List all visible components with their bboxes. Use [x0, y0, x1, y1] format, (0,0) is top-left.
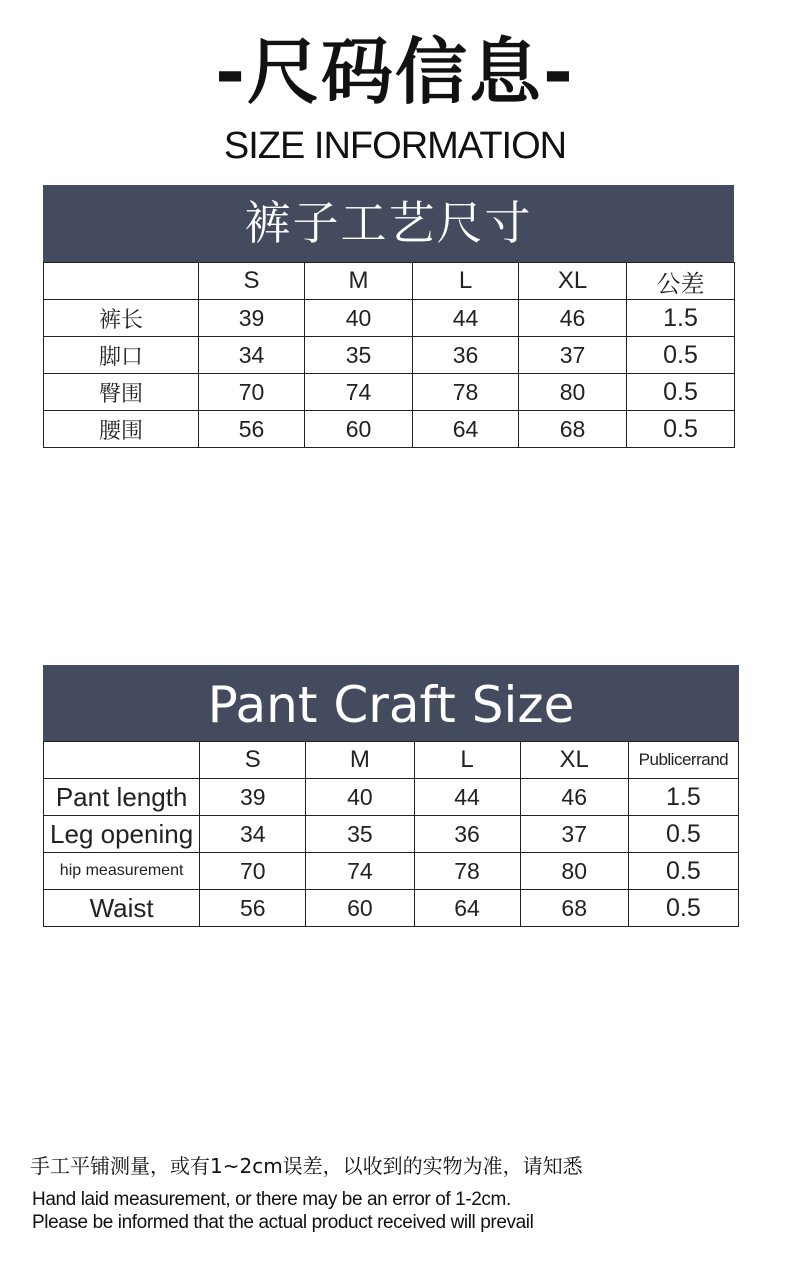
row-label: 脚口 — [44, 337, 199, 374]
column-header-l: L — [413, 263, 519, 300]
tolerance-cell: 1.5 — [628, 779, 738, 816]
row-label: Waist — [44, 890, 200, 927]
table-cell: 35 — [305, 337, 413, 374]
page-title-cn: -尺码信息- — [215, 30, 575, 114]
table-cell: 37 — [520, 816, 628, 853]
column-header-xl: XL — [519, 263, 627, 300]
size-table-cn — [43, 185, 734, 448]
tolerance-cell: 0.5 — [627, 411, 735, 448]
table-cell: 60 — [306, 890, 414, 927]
table-header-row — [44, 742, 739, 779]
table-cell: 37 — [519, 337, 627, 374]
table-cell: 39 — [199, 300, 305, 337]
table-cell: 56 — [199, 411, 305, 448]
table-cell: 34 — [199, 337, 305, 374]
column-header-blank — [44, 263, 199, 300]
table-cell: 80 — [519, 374, 627, 411]
page-title-en: SIZE INFORMATION — [223, 125, 567, 167]
column-header-m: M — [305, 263, 413, 300]
table-row — [44, 337, 735, 374]
table-cell: 68 — [519, 411, 627, 448]
note-en-line-1: Hand laid measurement, or there may be an error of 1-2cm. — [32, 1189, 511, 1210]
column-header-xl: XL — [520, 742, 628, 779]
column-header-blank — [44, 742, 200, 779]
table-cell: 34 — [200, 816, 306, 853]
table-row — [44, 853, 739, 890]
table-cell: 64 — [413, 411, 519, 448]
table-cell: 40 — [305, 300, 413, 337]
table-row — [44, 816, 739, 853]
table-cell: 44 — [413, 300, 519, 337]
column-header-tolerance: Publicerrand — [628, 742, 738, 779]
table-cell: 78 — [414, 853, 520, 890]
note-en-line-2: Please be informed that the actual product received will prevail — [32, 1212, 534, 1233]
table-cell: 40 — [306, 779, 414, 816]
table-cell: 36 — [414, 816, 520, 853]
table-title-cn: 裤子工艺尺寸 — [43, 185, 734, 262]
table-cell: 44 — [414, 779, 520, 816]
table-cell: 78 — [413, 374, 519, 411]
column-header-s: S — [200, 742, 306, 779]
row-label: Leg opening — [44, 816, 200, 853]
tolerance-cell: 1.5 — [627, 300, 735, 337]
table-header-row — [44, 263, 735, 300]
table-cell: 60 — [305, 411, 413, 448]
tolerance-cell: 0.5 — [627, 374, 735, 411]
table-title-en: Pant Craft Size — [43, 665, 739, 741]
tolerance-cell: 0.5 — [628, 816, 738, 853]
size-grid-cn — [43, 262, 735, 448]
table-cell: 46 — [520, 779, 628, 816]
table-cell: 74 — [305, 374, 413, 411]
row-label: 腰围 — [44, 411, 199, 448]
table-row — [44, 374, 735, 411]
table-cell: 35 — [306, 816, 414, 853]
table-row — [44, 779, 739, 816]
table-cell: 68 — [520, 890, 628, 927]
tolerance-cell: 0.5 — [628, 890, 738, 927]
table-cell: 36 — [413, 337, 519, 374]
row-label: Pant length — [44, 779, 200, 816]
table-row — [44, 890, 739, 927]
size-table-en — [43, 665, 739, 927]
size-grid-en — [43, 741, 739, 927]
row-label: 裤长 — [44, 300, 199, 337]
table-cell: 80 — [520, 853, 628, 890]
table-cell: 64 — [414, 890, 520, 927]
measurement-note-cn: 手工平铺测量，或有1~2cm误差，以收到的实物为准，请知悉 — [30, 1154, 583, 1178]
table-cell: 39 — [200, 779, 306, 816]
measurement-note-en — [32, 1188, 533, 1234]
table-cell: 74 — [306, 853, 414, 890]
table-row — [44, 300, 735, 337]
table-cell: 56 — [200, 890, 306, 927]
column-header-l: L — [414, 742, 520, 779]
column-header-m: M — [306, 742, 414, 779]
tolerance-cell: 0.5 — [627, 337, 735, 374]
row-label: 臀围 — [44, 374, 199, 411]
table-cell: 70 — [200, 853, 306, 890]
column-header-s: S — [199, 263, 305, 300]
tolerance-cell: 0.5 — [628, 853, 738, 890]
table-cell: 46 — [519, 300, 627, 337]
table-row — [44, 411, 735, 448]
column-header-tolerance: 公差 — [627, 263, 735, 300]
table-cell: 70 — [199, 374, 305, 411]
row-label: hip measurement — [44, 853, 200, 890]
